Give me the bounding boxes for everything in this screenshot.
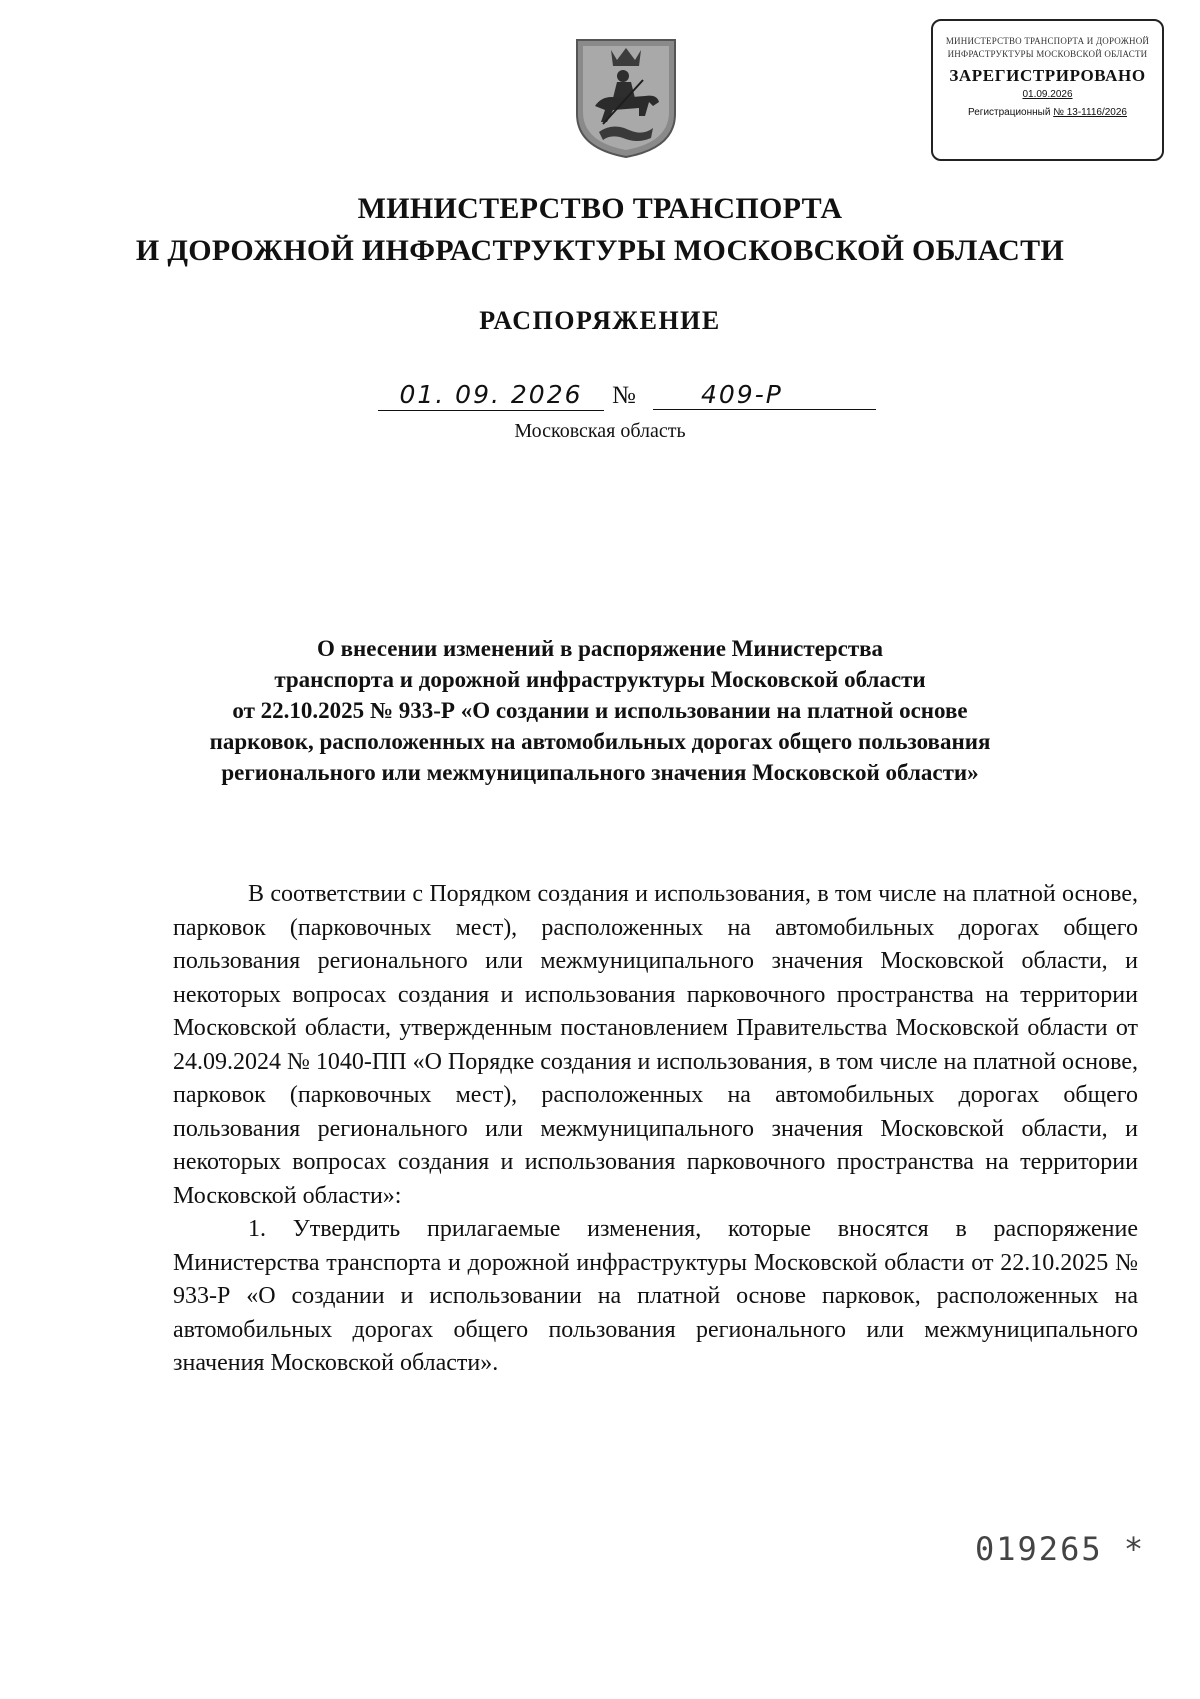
serial-number: 019265 * <box>975 1530 1146 1568</box>
stamp-date: 01.09.2026 <box>1022 89 1073 100</box>
subject-line-3: от 22.10.2025 № 933-Р «О создании и использовании на платной основе <box>232 698 968 723</box>
document-body <box>173 878 1138 1381</box>
coat-of-arms-icon <box>573 36 679 160</box>
ministry-heading-line-1: МИНИСТЕРСТВО ТРАНСПОРТА <box>357 192 843 225</box>
registration-stamp <box>931 19 1164 161</box>
ministry-heading-line-2: И ДОРОЖНОЙ ИНФРАСТРУКТУРЫ МОСКОВСКОЙ ОБЛАСТИ <box>135 234 1065 267</box>
subject-line-4: парковок, расположенных на автомобильных дорогах общего пользования <box>209 729 991 754</box>
stamp-registration-number: № 13-1116/2026 <box>1053 107 1127 118</box>
ministry-heading <box>0 188 1200 272</box>
document-date: 01. 09. 2026 <box>378 380 604 411</box>
body-paragraph-2: 1. Утвердить прилагаемые изменения, которые вносятся в распоряжение Министерства транспорта и дорожной инфраструктуры Московской области от 22.10.2025 № 933-Р «О создании и использовании на платной основе парковок, расположенных на автомобильных дорогах общего пользования регионального или межмуниципального значения Московской области». <box>173 1216 1138 1376</box>
stamp-registration-number-line <box>933 106 1162 120</box>
document-place: Московская область <box>514 420 686 442</box>
document-number: 409-Р <box>653 380 876 410</box>
stamp-organization: МИНИСТЕРСТВО ТРАНСПОРТА И ДОРОЖНОЙ ИНФРАСТРУКТУРЫ МОСКОВСКОЙ ОБЛАСТИ <box>945 36 1150 59</box>
subject-line-5: регионального или межмуниципального значения Московской области» <box>221 760 979 785</box>
stamp-title: ЗАРЕГИСТРИРОВАНО <box>949 66 1146 85</box>
date-number-line <box>0 380 1200 420</box>
document-type: РАСПОРЯЖЕНИЕ <box>479 306 721 335</box>
stamp-registration-label: Регистрационный <box>968 107 1051 118</box>
subject-line-2: транспорта и дорожной инфраструктуры Московской области <box>274 667 926 692</box>
document-subject <box>150 633 1050 788</box>
subject-line-1: О внесении изменений в распоряжение Министерства <box>316 636 884 661</box>
number-sign: № <box>612 382 636 409</box>
body-paragraph-1: В соответствии с Порядком создания и использования, в том числе на платной основе, парковок (парковочных мест), расположенных на автомобильных дорогах общего пользования регионального или межмуниципального значения Московской области, и некоторых вопросах создания и использования парковочного пространства на территории Московской области, утвержденным постановлением Правительства Московской области от 24.09.2024 № 1040-ПП «О Порядке создания и использования, в том числе на платной основе, парковок (парковочных мест), расположенных на автомобильных дорогах общего пользования регионального или межмуниципального значения Московской области, и некоторых вопросах создания и использования парковочного пространства на территории Московской области»: <box>173 881 1138 1209</box>
